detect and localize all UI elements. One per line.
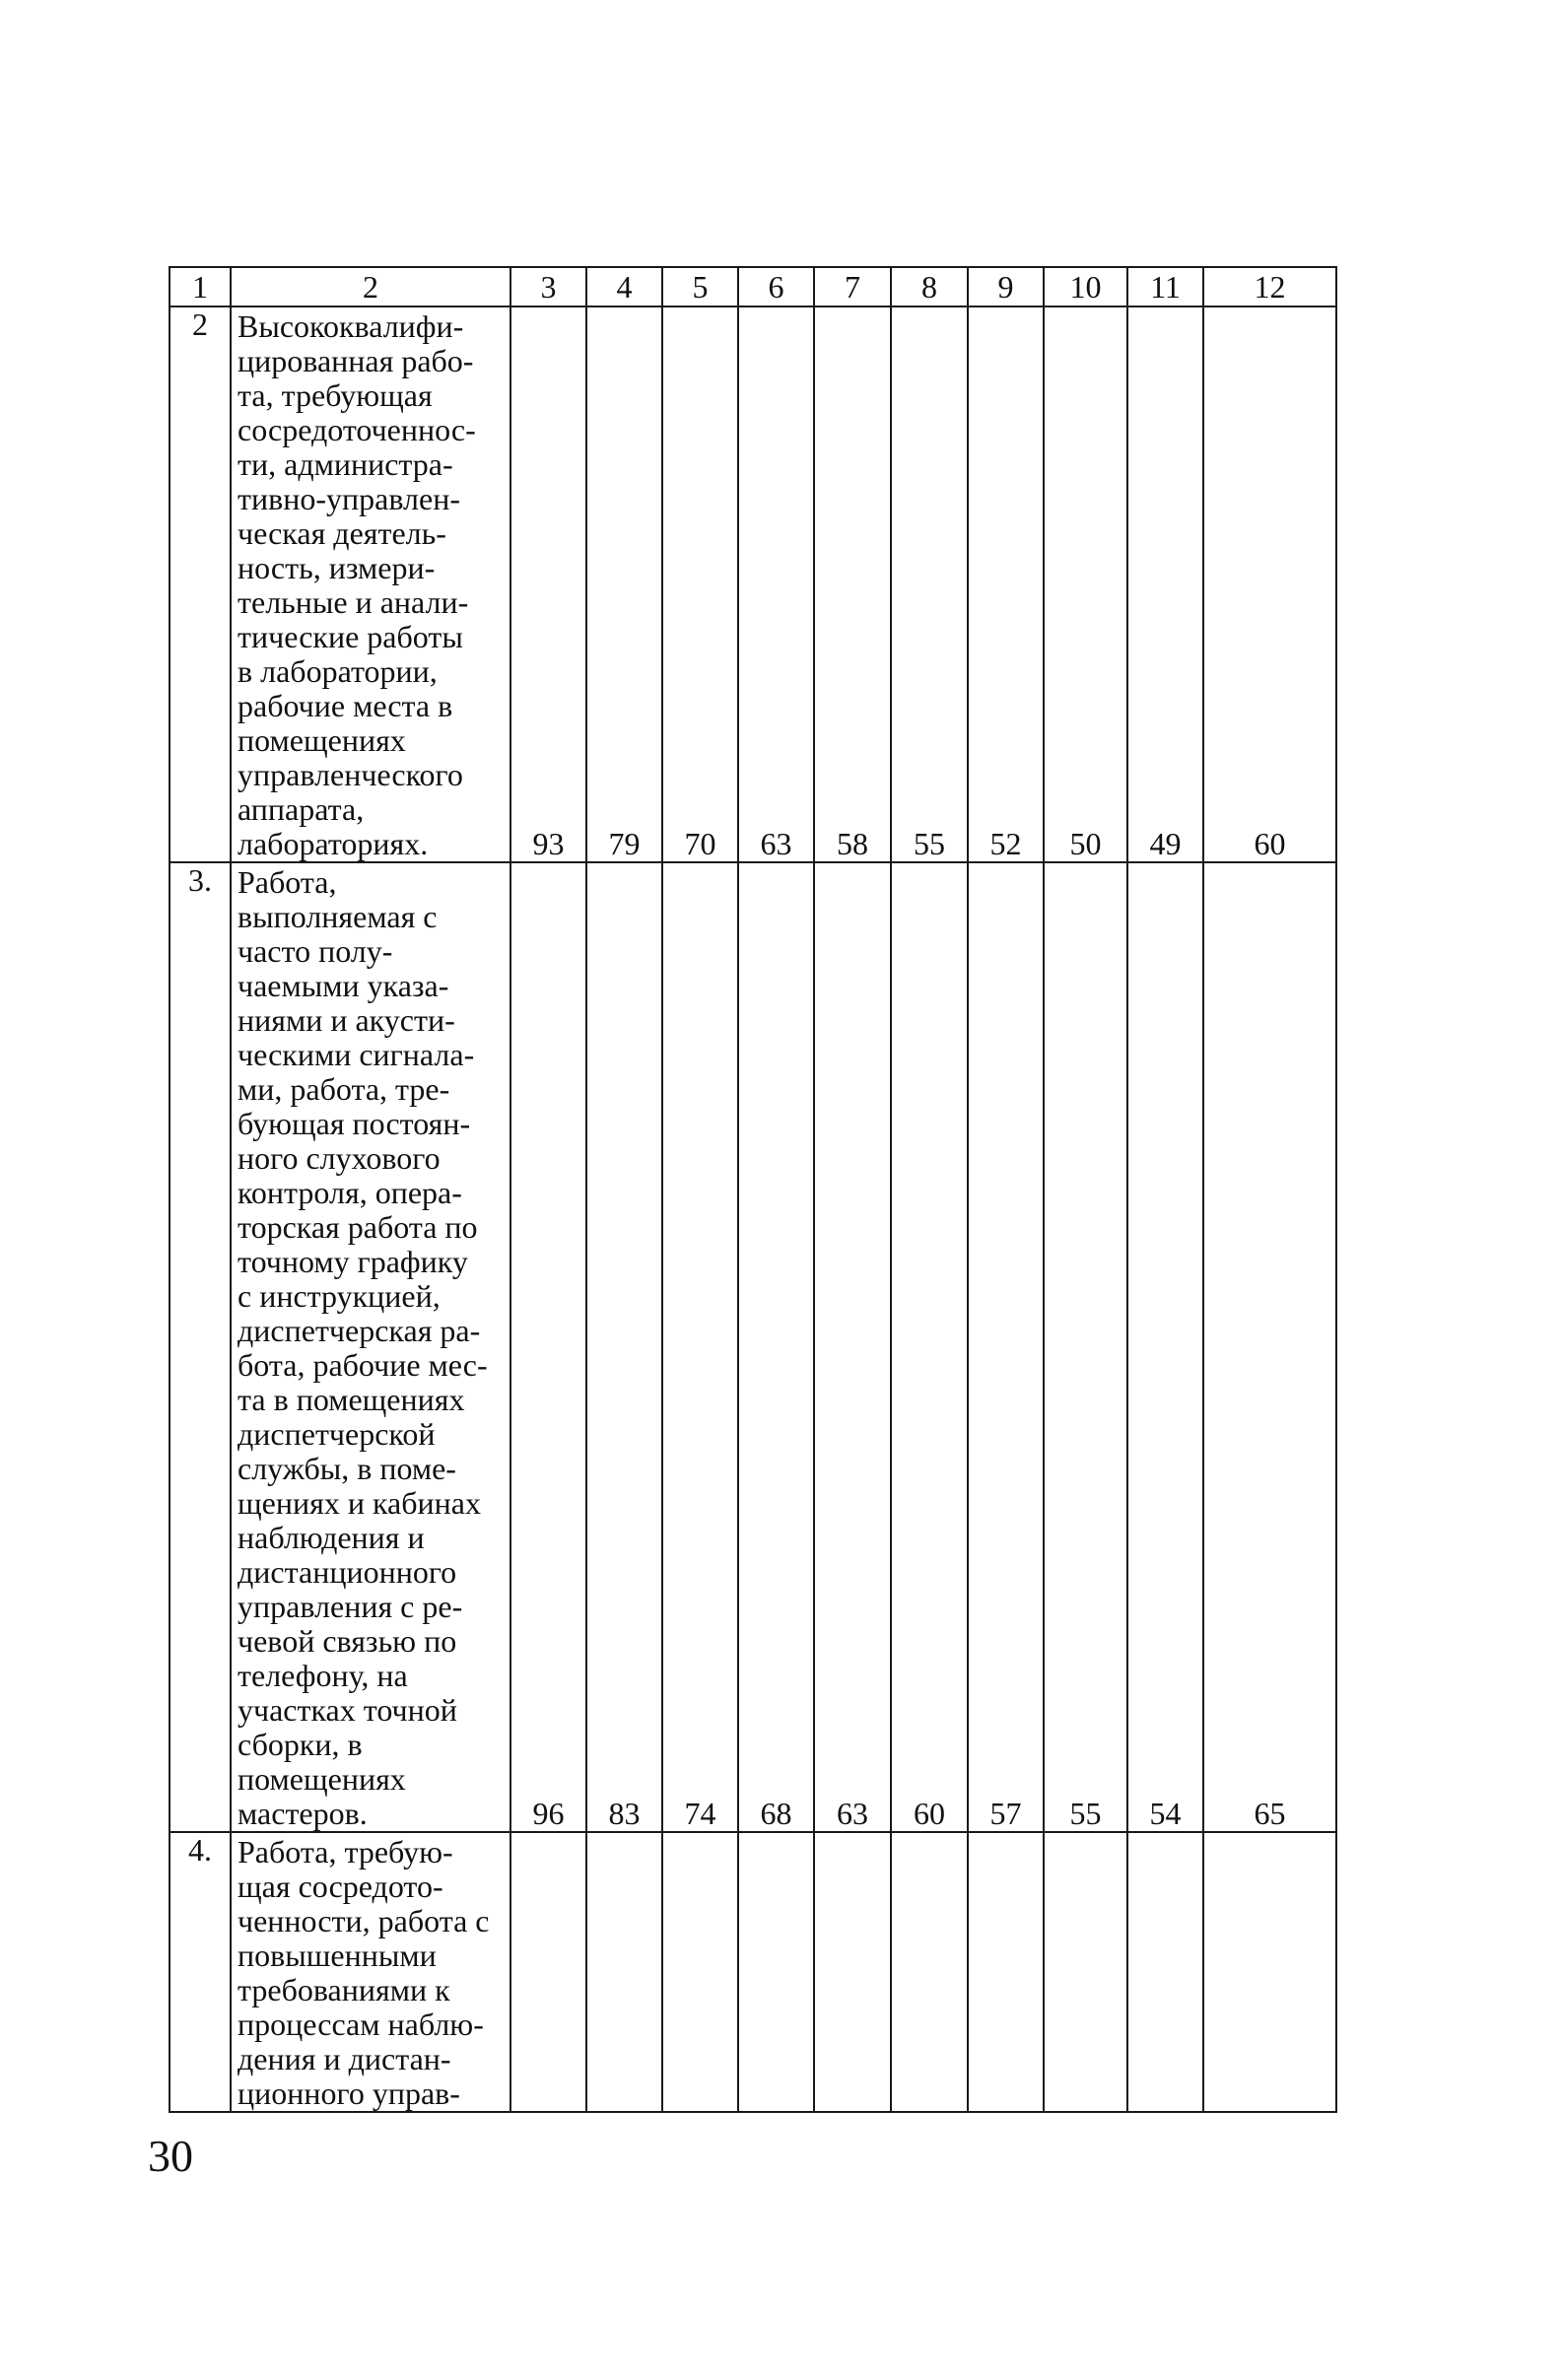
page-number: 30 <box>148 2131 193 2181</box>
level-value <box>586 1832 662 2112</box>
work-description: Высококвалифи- цированная рабо- та, требующая сосредоточеннос- ти, администра- тивно-управлен- ческая деятель- ность, измери- тельные и анали- тические работы в лаборатории, рабочие места в помещениях управленческого аппарата, лабораториях. <box>231 306 510 862</box>
column-header: 6 <box>738 267 814 306</box>
column-header: 9 <box>968 267 1044 306</box>
table-row <box>170 306 1336 862</box>
level-value: 60 <box>891 862 968 1832</box>
level-value: 63 <box>814 862 891 1832</box>
row-number: 2 <box>170 306 231 862</box>
table-row <box>170 1832 1336 2112</box>
level-value <box>1203 1832 1336 2112</box>
level-value: 50 <box>1044 306 1127 862</box>
level-value <box>662 1832 738 2112</box>
column-header: 3 <box>510 267 586 306</box>
level-value: 54 <box>1127 862 1203 1832</box>
level-value: 55 <box>891 306 968 862</box>
column-number-row <box>170 267 1336 306</box>
level-value <box>814 1832 891 2112</box>
column-header: 4 <box>586 267 662 306</box>
noise-norms-table <box>169 266 1337 2113</box>
table-row <box>170 862 1336 1832</box>
column-header: 7 <box>814 267 891 306</box>
level-value <box>510 1832 586 2112</box>
column-header: 2 <box>231 267 510 306</box>
level-value: 65 <box>1203 862 1336 1832</box>
level-value: 58 <box>814 306 891 862</box>
level-value: 74 <box>662 862 738 1832</box>
level-value: 63 <box>738 306 814 862</box>
work-description: Работа, требую- щая сосредото- ченности, работа с повышенными требованиями к процессам наблю- дения и дистан- ционного управ- <box>231 1832 510 2112</box>
column-header: 1 <box>170 267 231 306</box>
row-number: 3. <box>170 862 231 1832</box>
level-value <box>1127 1832 1203 2112</box>
column-header: 8 <box>891 267 968 306</box>
level-value: 83 <box>586 862 662 1832</box>
row-number: 4. <box>170 1832 231 2112</box>
level-value: 57 <box>968 862 1044 1832</box>
level-value: 79 <box>586 306 662 862</box>
level-value: 49 <box>1127 306 1203 862</box>
column-header: 12 <box>1203 267 1336 306</box>
level-value: 60 <box>1203 306 1336 862</box>
work-description: Работа, выполняемая с часто полу- чаемыми указа- ниями и акусти- ческими сигнала- ми, работа, тре- бующая постоян- ного слухового контроля, опера- торская работа по точному графику с инструкцией, диспетчерская ра- бота, рабочие мес- та в помещениях диспетчерской службы, в поме- щениях и кабинах наблюдения и дистанционного управления с ре- чевой связью по телефону, на участках точной сборки, в помещениях мастеров. <box>231 862 510 1832</box>
level-value: 96 <box>510 862 586 1832</box>
column-header: 5 <box>662 267 738 306</box>
level-value: 55 <box>1044 862 1127 1832</box>
level-value: 52 <box>968 306 1044 862</box>
level-value: 70 <box>662 306 738 862</box>
level-value <box>968 1832 1044 2112</box>
column-header: 10 <box>1044 267 1127 306</box>
level-value <box>891 1832 968 2112</box>
level-value: 93 <box>510 306 586 862</box>
level-value <box>1044 1832 1127 2112</box>
level-value <box>738 1832 814 2112</box>
column-header: 11 <box>1127 267 1203 306</box>
level-value: 68 <box>738 862 814 1832</box>
